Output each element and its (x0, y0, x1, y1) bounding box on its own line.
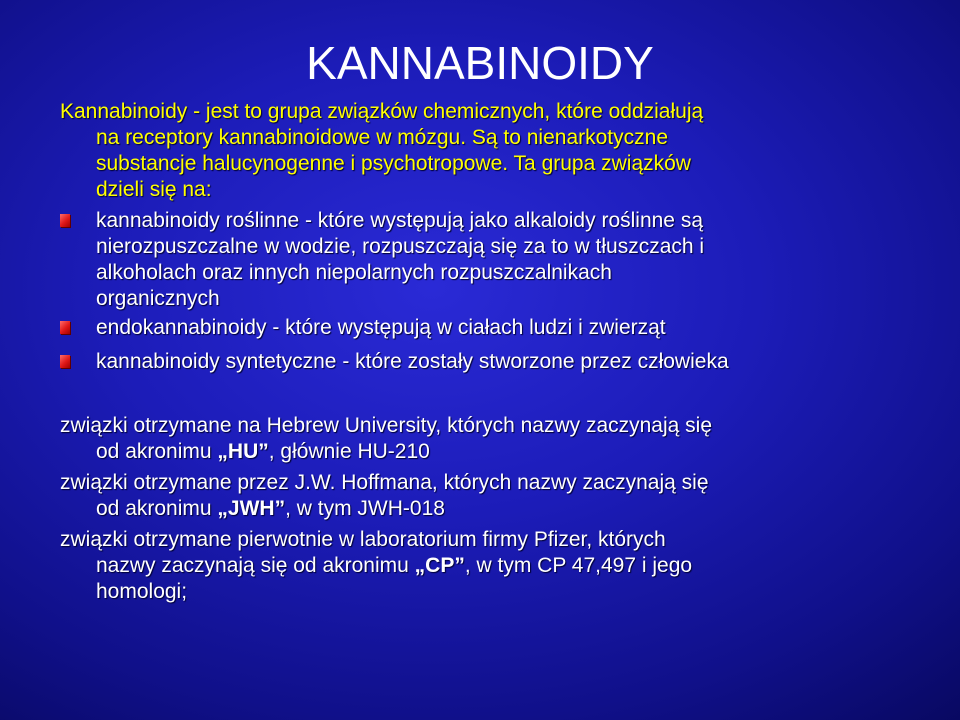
compound-line: związki otrzymane przez J.W. Hoffmana, których nazwy zaczynają się (60, 471, 709, 494)
compound-line (60, 553, 940, 579)
compound-line (60, 439, 940, 465)
bullet-square-icon (60, 355, 70, 368)
intro-line-4: dzieli się na: (96, 178, 212, 201)
compound-jwh (60, 470, 940, 522)
compound-text: , głównie HU-210 (268, 440, 430, 463)
compound-line: związki otrzymane pierwotnie w laboratorium firmy Pfizer, których (60, 528, 666, 551)
bullet-item-plant (60, 208, 920, 312)
acronym-text: „HU” (217, 440, 269, 463)
compound-text: od akronimu (96, 497, 218, 520)
compound-cp (60, 527, 940, 605)
bullet-item-endo (60, 315, 920, 341)
intro-line-2: na receptory kannabinoidowe w mózgu. Są to nienarkotyczne (96, 126, 669, 149)
bullet-line: endokannabinoidy - które występują w ciałach ludzi i zwierząt (96, 316, 666, 339)
bullet-line: kannabinoidy syntetyczne - które zostały stworzone przez człowieka (96, 350, 729, 373)
compound-hu (60, 413, 940, 465)
intro-paragraph (60, 99, 920, 203)
bullet-line: nierozpuszczalne w wodzie, rozpuszczają się za to w tłuszczach i (96, 235, 705, 258)
bullet-line: organicznych (96, 287, 220, 310)
bullet-line: kannabinoidy roślinne - które występują jako alkaloidy roślinne są (96, 209, 704, 232)
compound-line: związki otrzymane na Hebrew University, których nazwy zaczynają się (60, 414, 713, 437)
intro-line-3: substancje halucynogenne i psychotropowe. Ta grupa związków (96, 152, 691, 175)
acronym-text: „JWH” (217, 497, 286, 520)
compound-line (60, 496, 940, 522)
bullet-square-icon (60, 321, 70, 334)
bullet-line: alkoholach oraz innych niepolarnych rozpuszczalnikach (96, 261, 612, 284)
compound-text: nazwy zaczynają się od akronimu (96, 554, 415, 577)
compound-line: homologi; (96, 580, 188, 603)
acronym-text: „CP” (414, 554, 465, 577)
compound-text: od akronimu (96, 440, 218, 463)
bullet-square-icon (60, 214, 70, 227)
slide-title (0, 36, 960, 90)
compound-text: , w tym JWH-018 (285, 497, 445, 520)
slide-title-text: KANNABINOIDY (306, 37, 654, 89)
compound-text: , w tym CP 47,497 i jego (464, 554, 693, 577)
intro-line-1: Kannabinoidy - jest to grupa związków chemicznych, które oddziałują (60, 100, 704, 123)
bullet-item-synthetic (60, 349, 920, 375)
